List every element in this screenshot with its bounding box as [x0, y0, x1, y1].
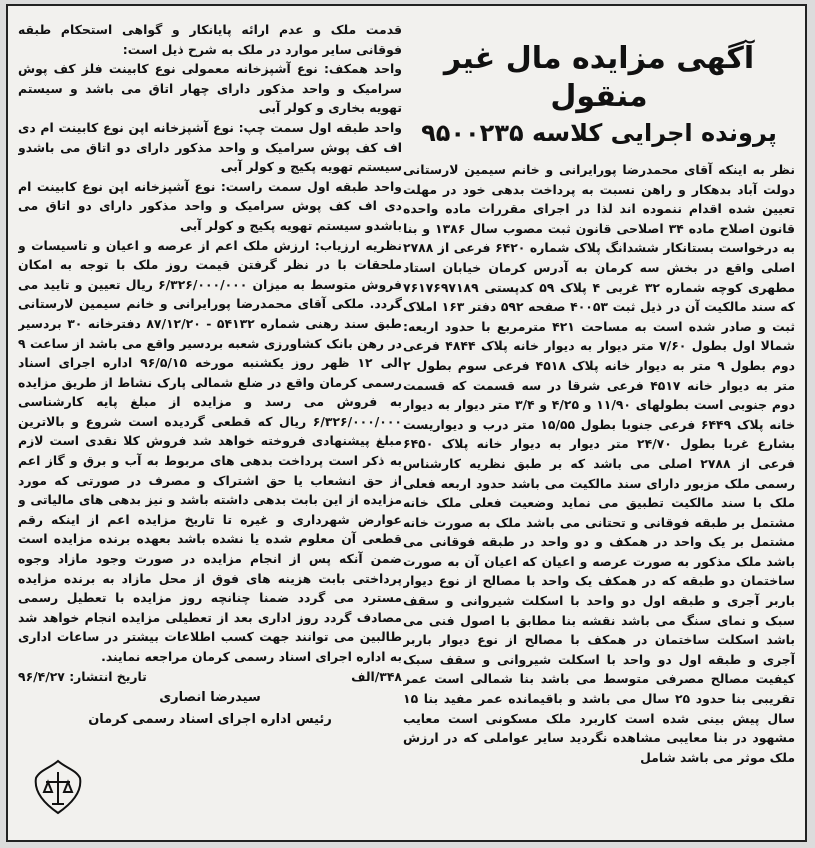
notice-title: آگهی مزایده مال غیر منقول: [443, 41, 755, 114]
left-column: [18, 20, 402, 830]
unit-description: واحد همکف: نوع آشپزخانه معمولی نوع کابینت فلز کف پوش سرامیک و واحد مذکور دارای چهار اتاق می باشد و سیستم تهویه بخاری و کولر آبی: [18, 61, 402, 116]
unit-description: واحد طبقه اول سمت راست: نوع آشپزخانه اپن نوع کابینت ام دی اف کف پوش سرامیک و واحد مذکور دارای دو اتاق می باشدو سیستم تهویه پکیج و کولر آبی: [18, 178, 402, 233]
signer-name: سیدرضا انصاری: [159, 690, 261, 706]
registry-emblem-icon: [32, 758, 84, 816]
signer-title: رئیس اداره اجرای اسناد رسمی کرمان: [88, 712, 332, 728]
unit-description: واحد طبقه اول سمت چپ: نوع آشپزخانه اپن نوع کابینت ام دی اف کف پوش سرامیک و واحد مذکور دارای دو اتاق می باشدو سیستم تهویه پکیج و کولر آبی: [18, 119, 402, 175]
publish-date: تاریخ انتشار: ۹۶/۴/۲۷: [18, 668, 147, 684]
notice-page: [6, 4, 807, 842]
reference-row: [18, 667, 402, 687]
notice-paragraph: نظر به اینکه آقای محمدرضا پورایرانی و خانم سیمین لارستانی دولت آباد بدهکار و راهن نسبت به پرداخت بدهی خود در مهلت تعیین شده اقدام ننموده اند لذا در اجرای مقررات ماده واحده قانون اصلاح ماده ۳۴ اصلاحی قانون ثبت مصوب سال ۱۳۸۶ و بنا به درخواست بستانکار ششدانگ پلاک شماره ۶۴۲۰ فرعی از ۲۷۸۸ اصلی واقع در بخش سه کرمان به آدرس کرمان خیابان استاد مطهری کوچه شماره ۳۲ غربی ۴ پلاک ۵۹ کدپستی ۷۶۱۷۶۹۷۱۸۹ که سند مالکیت آن در ذیل ثبت ۴۰۰۵۳ صفحه ۵۹۲ دفتر ۱۶۳ املاک ثبت و صادر شده است به مساحت ۴۲۱ مترمربع با حدود اربعه: شمالا اول بطول ۷/۶۰ متر دیوار به دیوار خانه پلاک ۴۸۴۴ فرعی دوم بطول ۹ متر به دیوار خانه پلاک ۴۵۱۸ فرعی سوم بطول ۲ متر به دیوار خانه ۴۵۱۷ فرعی شرقا در سه قسمت که قسمت دوم جنوبی است بطولهای ۱۱/۹۰ و ۴/۲۵ و ۳/۴ متر دیوار به دیوار خانه پلاک ۶۴۴۹ فرعی جنوبا بطول ۱۵/۵۵ متر درب و دیواریست بشارع غربا بطول ۲۴/۷۰ متر دیوار به دیوار خانه پلاک ۶۴۵۰ فرعی از ۲۷۸۸ اصلی می باشد که بر طبق نظریه کارشناس رسمی ملک مزبور دارای سند مالکیت می باشد حدود اربعه فعلی ملک با سند مالکیت تطبیق می نماید وضعیت فعلی ملک خانه مشتمل بر طبقه فوقانی و تحتانی می باشد ملک به صورت خانه مشتمل بر یک واحد در همکف و دو واحد در طبقه فوقانی می باشد ملک مذکور به صورت عرصه و اعیان که اعیان آن به صورت ساختمان دو طبقه که در همکف یک واحد با مصالح از نوع دیوار باربر آجری و طبقه اول دو واحد با اسکلت شیروانی و سقف سبک و نمای سنگ می باشد نقشه بنا مطابق با اصول فنی می باشد اسکلت ساختمان در همکف با مصالح از نوع دیوار باربر آجری و طبقه اول دو واحد با اسکلت شیروانی و سقف سبک کیفیت مصالح مصرفی متوسط می باشد بنا شمالی است عمر تقریبی بنا حدود ۲۵ سال می باشد و باقیمانده عمر مفید بنا ۱۵ سال پیش بینی شده است کاربرد ملک مسکونی است معایب مشهود در بنا معایبی مشاهده نگردید سایر عواملی که در ارزش ملک موثر می باشد شامل: [403, 162, 795, 765]
case-number-heading: پرونده اجرایی کلاسه ۹۵۰۰۲۳۵: [421, 119, 777, 147]
notice-paragraph: قدمت ملک و عدم ارائه پایانکار و گواهی استحکام طبقه فوقانی سایر موارد در ملک به شرح ذیل است:: [18, 22, 402, 57]
reference-number: ۳۴۸/الف: [351, 668, 402, 684]
appraisal-paragraph: نظریه ارزیاب: ارزش ملک اعم از عرصه و اعیان و تاسیسات و ملحقات با در نظر گرفتن قیمت روز ملک با توجه به امکان فروش متوسط به میزان ۶/۳۲۶/۰۰۰/۰۰۰ ریال تعیین و تایید می گردد. ملکی آقای محمدرضا پورایرانی و خانم سیمین لارستانی طبق سند رهنی شماره ۵۴۱۳۲ - ۸۷/۱۲/۲۰ دفترخانه ۳۰ بردسیر در رهن بانک کشاورزی شعبه بردسیر واقع می باشد از ساعت ۹ الی ۱۲ ظهر روز یکشنبه مورخه ۹۶/۵/۱۵ اداره اجرای اسناد رسمی کرمان واقع در ضلع شمالی پارک نشاط از طریق مزایده به فروش می رسد و مزایده از مبلغ پایه کارشناسی ۶/۳۲۶/۰۰۰/۰۰۰ ریال که قطعی گردیده است شروع و بالاترین مبلغ پیشنهادی فروخته خواهد شد فروش کلا نقدی است لازم به ذکر است پرداخت بدهی های مربوط به آب و برق و گاز اعم از حق انشعاب یا حق اشتراک و مصرف در صورتی که مورد مزایده از این بابت بدهی داشته باشد و نیز بدهی های مالیاتی و عوارض شهرداری و غیره تا تاریخ مزایده اعم از اینکه رقم قطعی آن معلوم شده یا نشده باشد بعهده برنده مزایده است ضمن آنکه پس از انجام مزایده در صورت وجود مازاد وجوه پرداختی بابت هزینه های فوق از محل مازاد به برنده مزایده مسترد می گردد ضمنا چنانچه روز مزایده با تعطیل رسمی مصادف گردد روز اداری بعد از تعطیلی مزایده انجام خواهد شد طالبین می توانند جهت کسب اطلاعات بیشتر در ساعات اداری به اداره اجرای اسناد رسمی کرمان مراجعه نمایند.: [18, 237, 402, 664]
right-column: [403, 20, 795, 830]
